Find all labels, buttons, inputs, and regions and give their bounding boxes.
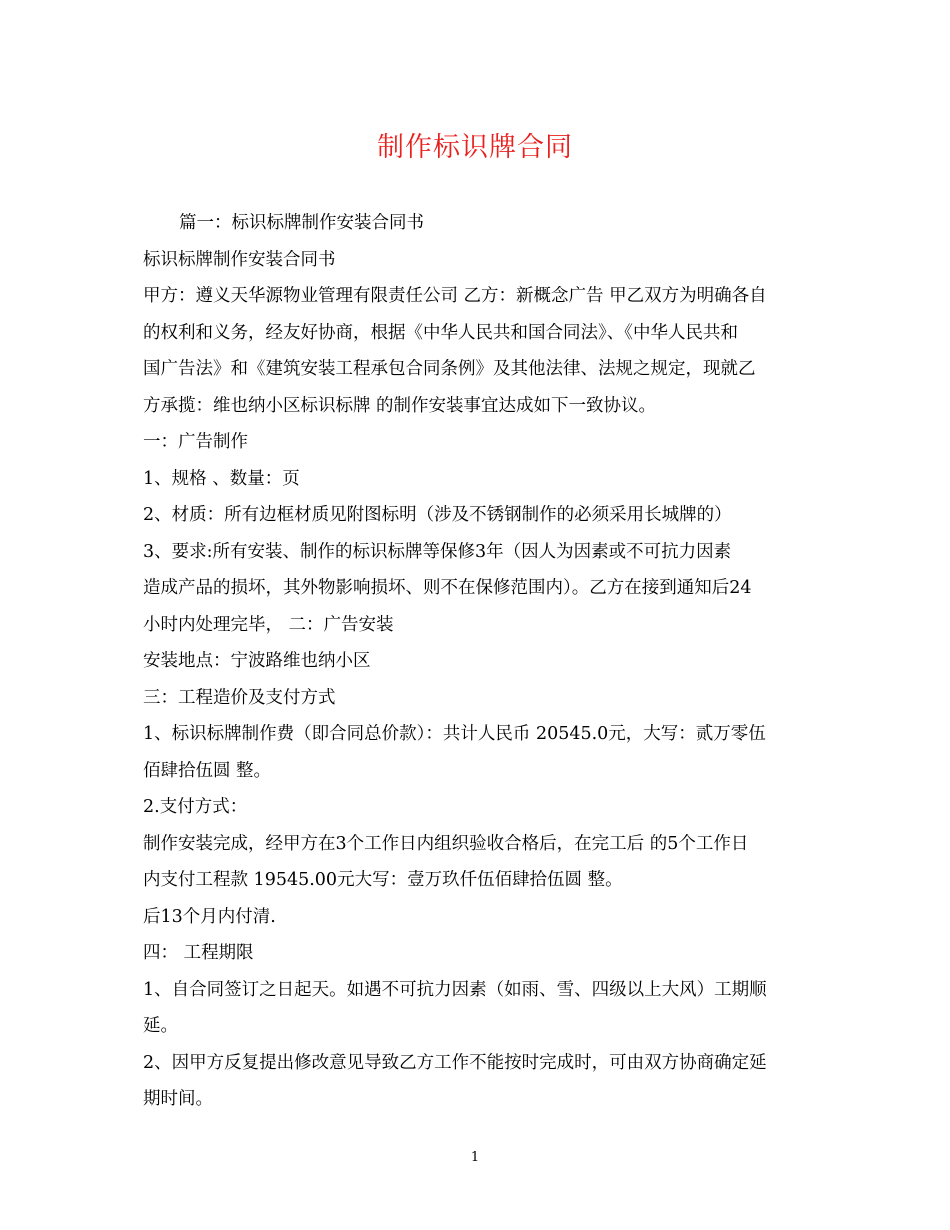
paragraph-line: 2.支付方式： bbox=[143, 797, 248, 817]
paragraph-line: 延。 bbox=[143, 1016, 178, 1036]
paragraph-line: 1、标识标牌制作费（即合同总价款）：共计人民币 20545.0元，大写：贰万零伍 bbox=[143, 724, 766, 744]
paragraph-line: 国广告法》和《建筑安装工程承包合同条例》及其他法律、法规之规定，现就乙 bbox=[143, 359, 756, 379]
page-number: 1 bbox=[470, 1150, 480, 1165]
paragraph-line: 期时间。 bbox=[143, 1089, 213, 1109]
paragraph-line: 甲方：遵义天华源物业管理有限责任公司 乙方：新概念广告 甲乙双方为明确各自 bbox=[143, 286, 767, 306]
paragraph-line: 3、要求:所有安装、制作的标识标牌等保修3年（因人为因素或不可抗力因素 bbox=[143, 541, 732, 562]
paragraph-line: 1、自合同签订之日起天。如遇不可抗力因素（如雨、雪、四级以上大风）工期顺 bbox=[143, 979, 767, 1000]
paragraph-line: 小时内处理完毕， 二：广告安装 bbox=[143, 614, 394, 635]
paragraph-line: 方承揽：维也纳小区标识标牌 的制作安装事宜达成如下一致协议。 bbox=[143, 395, 657, 416]
paragraph-line: 1、规格 、数量：页 bbox=[143, 468, 300, 489]
paragraph-line: 后13个月内付清. bbox=[143, 906, 276, 927]
document-body bbox=[143, 205, 813, 1118]
paragraph-line: 内支付工程款 19545.00元大写：壹万玖仟伍佰肆拾伍圆 整。 bbox=[143, 870, 623, 890]
paragraph-line: 制作安装完成，经甲方在3个工作日内组织验收合格后，在完工后 的5个工作日 bbox=[143, 833, 749, 854]
document-title: 制作标识牌合同 bbox=[377, 132, 573, 163]
section-heading: 篇一：标识标牌制作安装合同书 bbox=[179, 213, 424, 233]
paragraph-line: 四： 工程期限 bbox=[143, 943, 254, 963]
paragraph-line: 2、因甲方反复提出修改意见导致乙方工作不能按时完成时，可由双方协商确定延 bbox=[143, 1052, 767, 1073]
paragraph-line: 一：广告制作 bbox=[143, 432, 248, 452]
paragraph-line: 造成产品的损坏，其外物影响损坏、则不在保修范围内）。乙方在接到通知后24 bbox=[143, 578, 752, 598]
paragraph-line: 佰肆拾伍圆 整。 bbox=[143, 760, 272, 781]
paragraph-line: 2、材质：所有边框材质见附图标明（涉及不锈钢制作的必须采用长城牌的） bbox=[143, 505, 732, 525]
paragraph-line: 安装地点：宁波路维也纳小区 bbox=[143, 651, 371, 671]
paragraph-line: 的权利和义务，经友好协商，根据《中华人民共和国合同法》、《中华人民共和 bbox=[143, 322, 738, 343]
paragraph-line: 标识标牌制作安装合同书 bbox=[143, 249, 336, 270]
paragraph-line: 三：工程造价及支付方式 bbox=[143, 687, 336, 708]
